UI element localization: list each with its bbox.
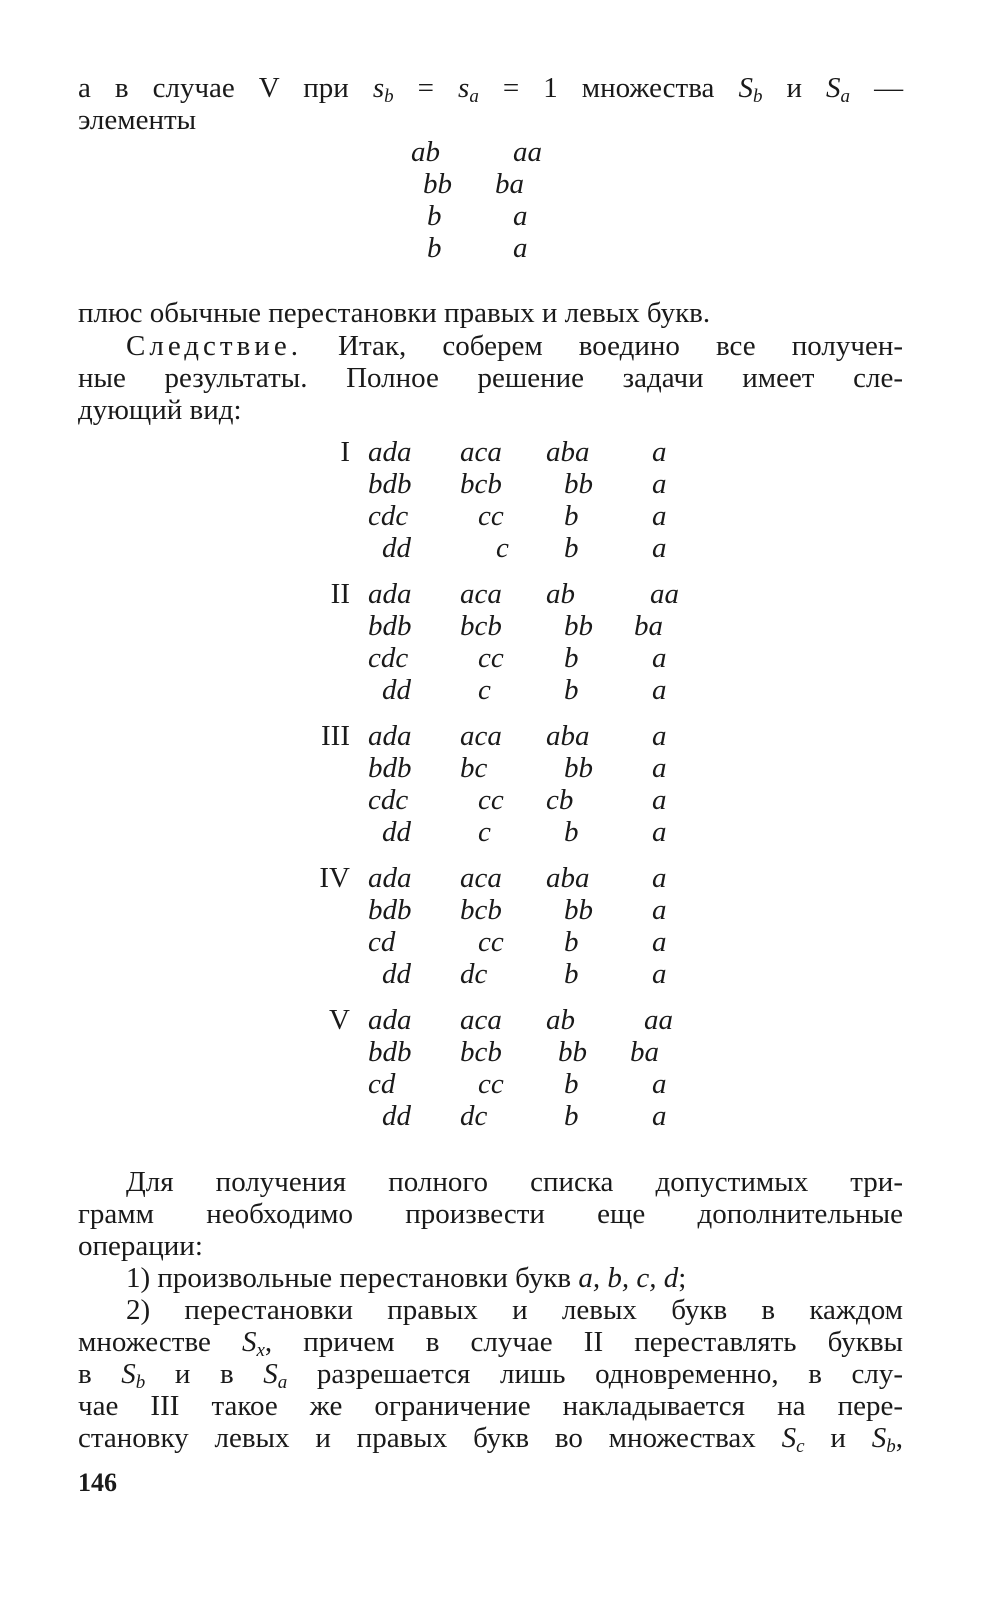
table-cell: b	[427, 200, 442, 232]
corollary-line-2: ные результаты. Полное решение задачи имеет сле-	[78, 362, 903, 394]
table-cell: b	[427, 232, 442, 264]
group-label: II	[330, 578, 350, 610]
text-fragment: и в	[174, 1358, 234, 1390]
table-row: ada aca aba a	[368, 862, 667, 894]
text-fragment: в	[78, 1358, 92, 1390]
table-row: bdb bcb bb a	[368, 894, 667, 926]
table-row: cdc cc b a	[368, 500, 667, 532]
solution-group	[290, 578, 720, 720]
list-item-2-line-3	[78, 1358, 904, 1393]
final-line-2: грамм необходимо произвести еще дополнительные	[78, 1198, 903, 1230]
corollary-line-3: дующий вид:	[78, 394, 242, 426]
table-row: dd c b a	[382, 816, 667, 848]
text-fragment: Итак, соберем воедино все получен-	[338, 330, 903, 362]
table-row: dd dc b a	[382, 958, 667, 990]
table-row: bdb bcb bb a	[368, 468, 667, 500]
table-row: bdb bc bb a	[368, 752, 667, 784]
text-line-after-table: плюс обычные перестановки правых и левых букв.	[78, 297, 711, 329]
text-fragment: 1) произвольные перестановки букв	[126, 1262, 572, 1294]
text-fragment: а в случае V при	[78, 72, 349, 104]
table-row: cdc cc b a	[368, 642, 667, 674]
text-fragment: и	[786, 72, 802, 104]
math-S-c: $S_c$	[781, 1422, 805, 1457]
small-letter-table	[395, 136, 595, 264]
text-line-2: элементы	[78, 104, 197, 136]
solution-table	[290, 436, 720, 1146]
text-line-1: а в случае V при $s_b = s_a = 1$ множества $S_b$ и $S_a$ —	[78, 72, 904, 107]
list-item-2-line-1: 2) перестановки правых и левых букв в каждом	[126, 1294, 903, 1326]
table-cell: aa	[513, 136, 542, 168]
group-label: I	[340, 436, 350, 468]
text-fragment: = 1	[502, 72, 558, 104]
group-label: IV	[319, 862, 350, 894]
table-row	[395, 168, 595, 200]
math-S-a: $S_a$	[826, 72, 851, 107]
list-item-2-line-5	[78, 1422, 903, 1457]
text-fragment: множестве	[78, 1326, 211, 1358]
table-row: cd cc b a	[368, 1068, 667, 1100]
table-cell: a	[513, 232, 528, 264]
math-letters: a, b, c, d	[578, 1262, 679, 1294]
list-item-2-line-2	[78, 1326, 904, 1361]
list-item-2-line-4: чае III такое же ограничение накладывается на пере-	[78, 1390, 903, 1422]
text-fragment: ;	[678, 1262, 687, 1294]
corollary-heading: Следствие.	[126, 330, 302, 362]
table-row: dd c b a	[382, 532, 667, 564]
math-S-a: $S_a$	[263, 1358, 288, 1393]
table-row: cd cc b a	[368, 926, 667, 958]
table-row: ada aca aba a	[368, 436, 667, 468]
group-label: III	[321, 720, 350, 752]
text-fragment: ,	[895, 1422, 903, 1454]
final-line-3: операции:	[78, 1230, 203, 1262]
group-label: V	[329, 1004, 350, 1036]
math-S-b: $S_b$	[738, 72, 763, 107]
page-number: 146	[78, 1468, 117, 1497]
table-row: ada aca ab aa	[368, 578, 679, 610]
table-cell: bb	[423, 168, 452, 200]
text-fragment: множества	[581, 72, 715, 104]
table-row	[395, 232, 595, 264]
table-row	[395, 200, 595, 232]
list-item-1	[126, 1262, 903, 1294]
table-cell: ab	[411, 136, 440, 168]
solution-group	[290, 862, 720, 1004]
text-fragment: становку левых и правых букв во множествах	[78, 1422, 756, 1454]
table-cell: a	[513, 200, 528, 232]
table-row: ada aca aba a	[368, 720, 667, 752]
math-s-a: $s_a$	[458, 72, 479, 107]
math-S-b: $S_b$	[871, 1422, 896, 1457]
math-s-b: $s_b$	[372, 72, 394, 107]
table-row: ada aca ab aa	[368, 1004, 673, 1036]
text-fragment: , причем в случае II переставлять буквы	[264, 1326, 904, 1358]
math-S-x: $S_x$	[241, 1326, 265, 1361]
table-row: dd dc b a	[382, 1100, 667, 1132]
table-cell: ba	[495, 168, 524, 200]
table-row: bdb bcb bb ba	[368, 1036, 659, 1068]
table-row	[395, 136, 595, 168]
solution-group	[290, 436, 720, 578]
corollary-line-1	[126, 330, 903, 362]
table-row: cdc cc cb a	[368, 784, 667, 816]
solution-group	[290, 720, 720, 862]
final-line-1: Для получения полного списка допустимых три-	[126, 1166, 903, 1198]
table-row: bdb bcb bb ba	[368, 610, 663, 642]
text-fragment: —	[874, 72, 904, 104]
solution-group	[290, 1004, 720, 1146]
text-fragment: и	[830, 1422, 846, 1454]
table-row: dd c b a	[382, 674, 667, 706]
text-fragment: разрешается лишь одновременно, в слу-	[316, 1358, 904, 1390]
math-S-b: $S_b$	[121, 1358, 146, 1393]
